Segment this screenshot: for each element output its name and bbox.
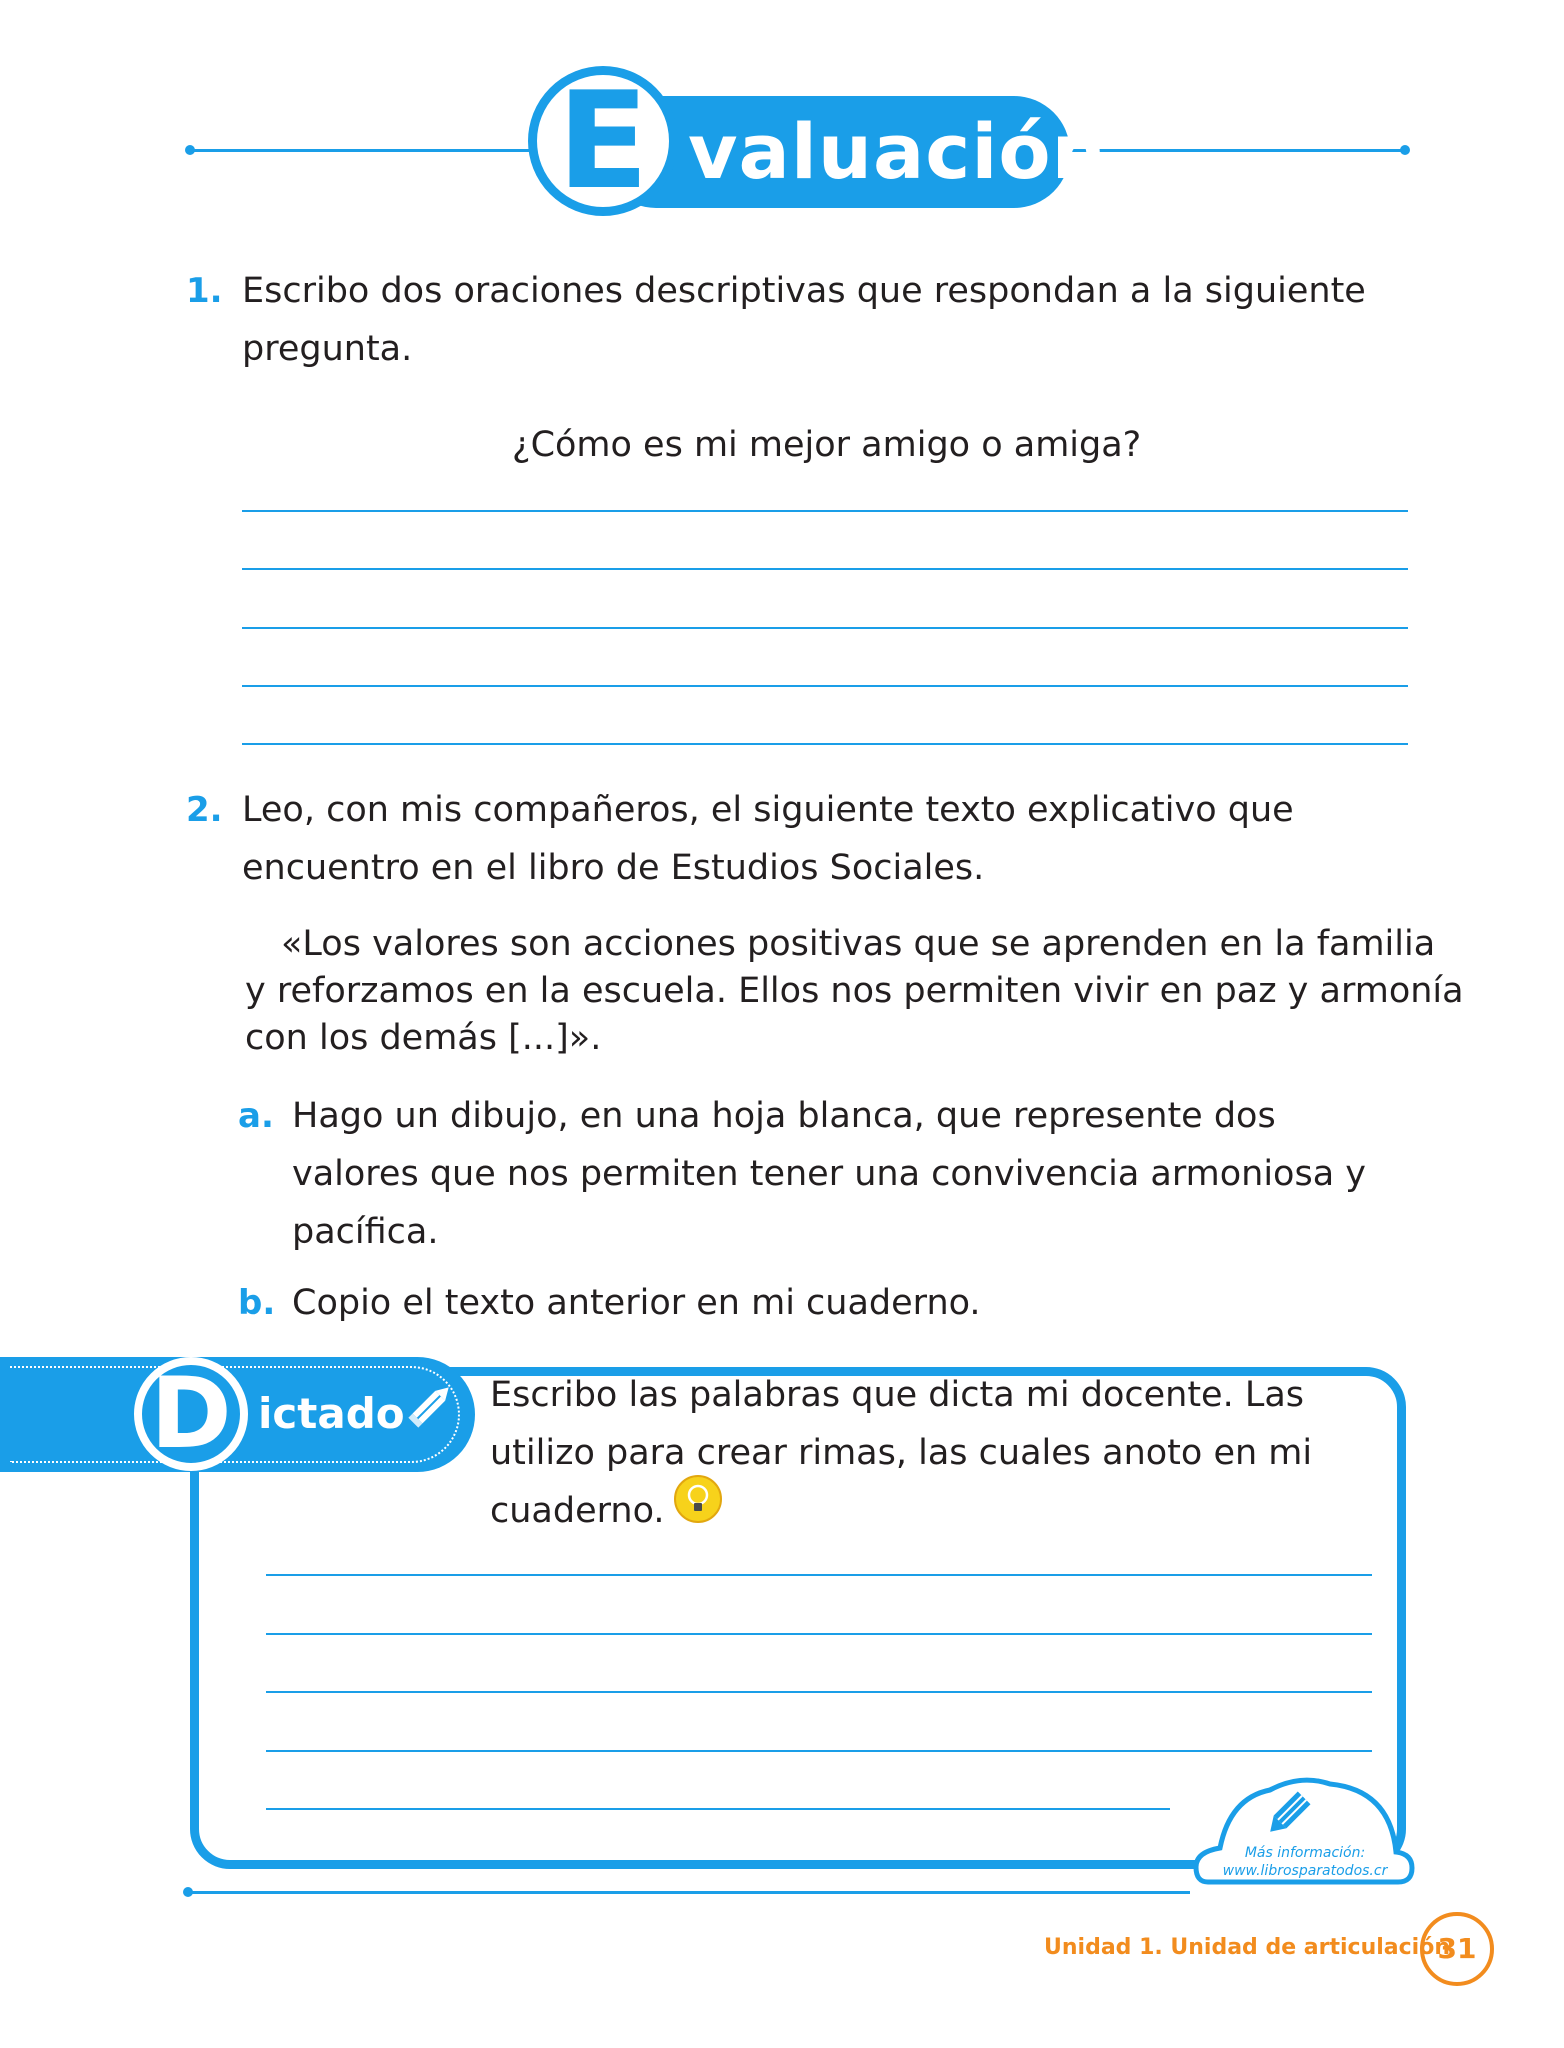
q2-line-1: Leo, con mis compañeros, el siguiente texto explicativo que: [242, 790, 1294, 830]
dictado-line-2: utilizo para crear rimas, las cuales anoto en mi: [490, 1433, 1313, 1473]
page-number: 31: [1420, 1912, 1494, 1986]
footer-unit: Unidad 1. Unidad de articulación: [1044, 1935, 1450, 1960]
dictado-line-1: Escribo las palabras que dicta mi docente. Las: [490, 1375, 1305, 1415]
q1-line-1: Escribo dos oraciones descriptivas que respondan a la siguiente: [242, 271, 1366, 311]
q2-quote-line-2: y reforzamos en la escuela. Ellos nos permiten vivir en paz y armonía: [245, 971, 1464, 1011]
q1-question: ¿Cómo es mi mejor amigo o amiga?: [512, 425, 1142, 465]
dictado-line-3: cuaderno.: [490, 1491, 665, 1531]
q2-quote: [245, 921, 1464, 1062]
q2-quote-line-3: con los demás [...]».: [245, 1018, 602, 1058]
dictado-initial: D: [150, 1357, 232, 1471]
q1-number: 1.: [186, 271, 223, 311]
q2b-text: Copio el texto anterior en mi cuaderno.: [292, 1283, 981, 1323]
q1-answer-line[interactable]: [242, 743, 1408, 745]
pencil-icon: [404, 1378, 458, 1432]
q2a-line-1: Hago un dibujo, en una hoja blanca, que represente dos: [292, 1096, 1276, 1136]
info-cloud-label: Más información:: [1244, 1845, 1366, 1861]
q1-instruction: [242, 262, 1366, 378]
q1-answer-line[interactable]: [242, 510, 1408, 512]
q1-answer-line[interactable]: [242, 685, 1408, 687]
dictado-answer-line[interactable]: [266, 1750, 1372, 1752]
dictado-instruction: [490, 1366, 1312, 1540]
q2-number: 2.: [186, 790, 223, 830]
q2a-text: [292, 1087, 1366, 1261]
header-rule-right: [1065, 149, 1405, 152]
q2a-line-2: valores que nos permiten tener una convivencia armoniosa y: [292, 1154, 1366, 1194]
dictado-title: ictado: [258, 1389, 405, 1438]
q1-line-2: pregunta.: [242, 329, 413, 369]
lightbulb-icon: [673, 1474, 723, 1524]
dictado-answer-line[interactable]: [266, 1691, 1372, 1693]
dictado-answer-line[interactable]: [266, 1808, 1170, 1810]
header-rule-left: [190, 149, 535, 152]
q2a-line-3: pacífica.: [292, 1212, 439, 1252]
dictado-answer-line[interactable]: [266, 1633, 1372, 1635]
q2a-label: a.: [238, 1096, 274, 1136]
evaluacion-initial: E: [557, 63, 649, 219]
q1-answer-line[interactable]: [242, 627, 1408, 629]
header-dot-left: [185, 145, 195, 155]
info-cloud-url[interactable]: www.librosparatodos.cr: [1222, 1863, 1388, 1879]
evaluacion-title: valuación: [688, 107, 1107, 196]
footer-dot: [183, 1887, 193, 1897]
q1-answer-line[interactable]: [242, 568, 1408, 570]
q2-line-2: encuentro en el libro de Estudios Sociales.: [242, 848, 985, 888]
dictado-answer-line[interactable]: [266, 1574, 1372, 1576]
q2-instruction: [242, 781, 1294, 897]
footer-rule: [190, 1891, 1190, 1894]
q2b-label: b.: [238, 1283, 276, 1323]
header-dot-right: [1400, 145, 1410, 155]
q2-quote-line-1: «Los valores son acciones positivas que se aprenden en la familia: [281, 924, 1436, 964]
